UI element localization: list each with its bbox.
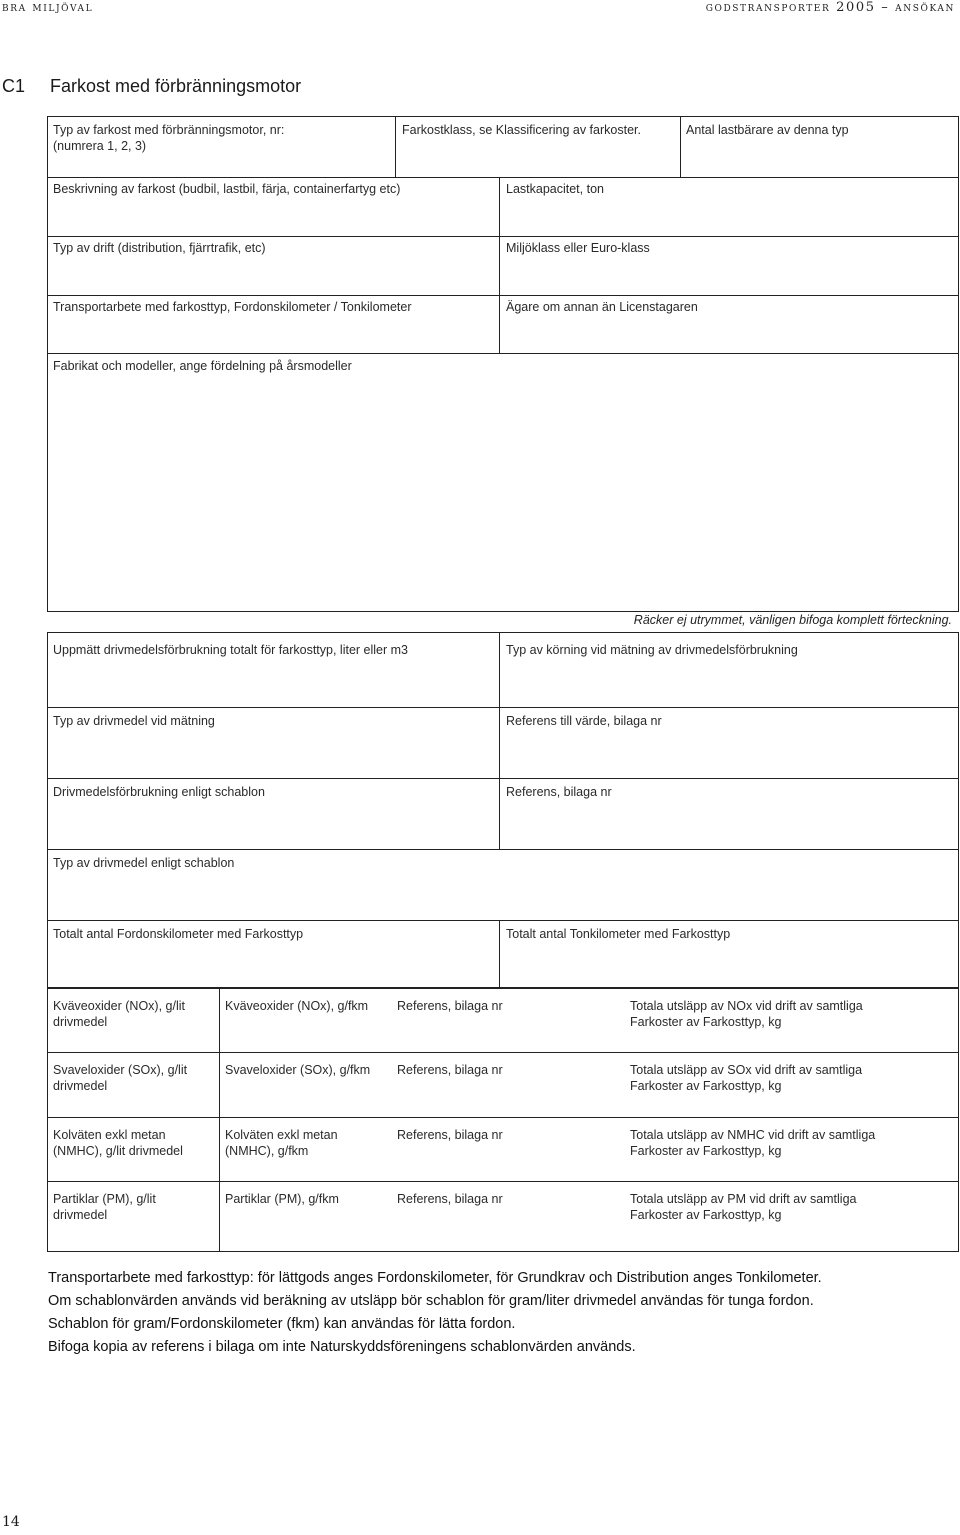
divider [499,632,500,849]
divider [47,353,959,354]
emission-cell: Referens, bilaga nr [397,1128,503,1142]
emission-cell: Kväveoxider (NOx), g/fkm [225,999,369,1013]
footnote: Schablon för gram/Fordonskilometer (fkm) kan användas för lätta fordon. [48,1316,516,1332]
emission-cell: Totala utsläpp av NOx vid drift av samtliga [630,999,863,1013]
emission-cell: (NMHC), g/fkm [225,1144,309,1158]
section-title: Farkost med förbränningsmotor [50,76,302,96]
divider [499,177,500,353]
header-right: godstransporter 2005 – ansökan [705,0,955,15]
space-note: Räcker ej utrymmet, vänligen bifoga komplett förteckning. [633,613,952,627]
field-referens-varde: Referens till värde, bilaga nr [506,714,662,728]
field-agare: Ägare om annan än Licenstagaren [506,300,698,314]
emission-cell: (NMHC), g/lit drivmedel [53,1144,183,1158]
field-typ-farkost: Typ av farkost med förbränningsmotor, nr: [53,123,285,137]
emission-cell: Svaveloxider (SOx), g/lit [53,1063,188,1077]
divider [47,1117,959,1118]
emission-cell: Partiklar (PM), g/lit [53,1192,156,1206]
field-miljoklass: Miljöklass eller Euro-klass [506,241,650,255]
emission-cell: drivmedel [53,1079,108,1093]
field-transportarbete: Transportarbete med farkosttyp, Fordonskilometer / Tonkilometer [53,300,412,314]
field-typ-drivmedel-matning: Typ av drivmedel vid mätning [53,714,215,728]
emission-cell: Svaveloxider (SOx), g/fkm [225,1063,371,1077]
divider [680,116,681,177]
header-left: bra miljöval [2,0,94,15]
emission-cell: Kväveoxider (NOx), g/lit [53,999,185,1013]
emission-cell: Farkoster av Farkosttyp, kg [630,1015,782,1029]
divider [499,920,500,988]
field-typ-korning: Typ av körning vid mätning av drivmedelsförbrukning [506,643,798,657]
emission-cell: Farkoster av Farkosttyp, kg [630,1208,782,1222]
page-number: 14 [2,1514,20,1530]
emission-cell: drivmedel [53,1208,108,1222]
emission-cell: Partiklar (PM), g/fkm [225,1192,339,1206]
footnote: Om schablonvärden används vid beräkning av utsläpp bör schablon för gram/liter drivmedel användas för tunga fordon. [48,1293,814,1309]
divider [47,177,959,178]
field-farkostklass: Farkostklass, se Klassificering av farkoster. [402,123,641,137]
field-uppmatt: Uppmätt drivmedelsförbrukning totalt för farkosttyp, liter eller m3 [53,643,408,657]
emission-cell: Kolväten exkl metan [53,1128,166,1142]
divider [47,1181,959,1182]
field-referens-bilaga: Referens, bilaga nr [506,785,612,799]
field-antal-lastbarare: Antal lastbärare av denna typ [686,123,849,137]
emission-cell: Referens, bilaga nr [397,999,503,1013]
divider [395,116,396,177]
emission-cell: Referens, bilaga nr [397,1192,503,1206]
divider [47,920,959,921]
field-fabrikat: Fabrikat och modeller, ange fördelning på årsmodeller [53,359,352,373]
field-lastkapacitet: Lastkapacitet, ton [506,182,604,196]
divider [47,849,959,850]
field-typ-drivmedel-schablon: Typ av drivmedel enligt schablon [53,856,235,870]
footnote: Bifoga kopia av referens i bilaga om inte Naturskyddsföreningens schablonvärden används. [48,1339,636,1355]
field-typ-drift: Typ av drift (distribution, fjärrtrafik, etc) [53,241,266,255]
emission-cell: Kolväten exkl metan [225,1128,338,1142]
divider [219,988,220,1252]
emission-cell: Farkoster av Farkosttyp, kg [630,1079,782,1093]
emission-cell: Totala utsläpp av SOx vid drift av samtliga [630,1063,863,1077]
emission-cell: drivmedel [53,1015,108,1029]
field-totalt-fordonskm: Totalt antal Fordonskilometer med Farkosttyp [53,927,304,941]
divider [47,707,959,708]
emission-cell: Totala utsläpp av PM vid drift av samtliga [630,1192,857,1206]
field-drivmedel-schablon: Drivmedelsförbrukning enligt schablon [53,785,265,799]
divider [47,295,959,296]
emission-cell: Totala utsläpp av NMHC vid drift av samtliga [630,1128,876,1142]
emission-cell: Farkoster av Farkosttyp, kg [630,1144,782,1158]
emissions-table [47,988,959,1252]
section-code: C1 [2,76,26,96]
divider [47,778,959,779]
divider [47,236,959,237]
emission-cell: Referens, bilaga nr [397,1063,503,1077]
field-beskrivning: Beskrivning av farkost (budbil, lastbil, färja, containerfartyg etc) [53,182,401,196]
field-totalt-tonkm: Totalt antal Tonkilometer med Farkosttyp [506,927,731,941]
divider [47,1052,959,1053]
field-typ-farkost-hint: (numrera 1, 2, 3) [53,139,147,153]
footnote: Transportarbete med farkosttyp: för lättgods anges Fordonskilometer, för Grundkrav och Distribution anges Tonkilometer. [48,1270,822,1286]
